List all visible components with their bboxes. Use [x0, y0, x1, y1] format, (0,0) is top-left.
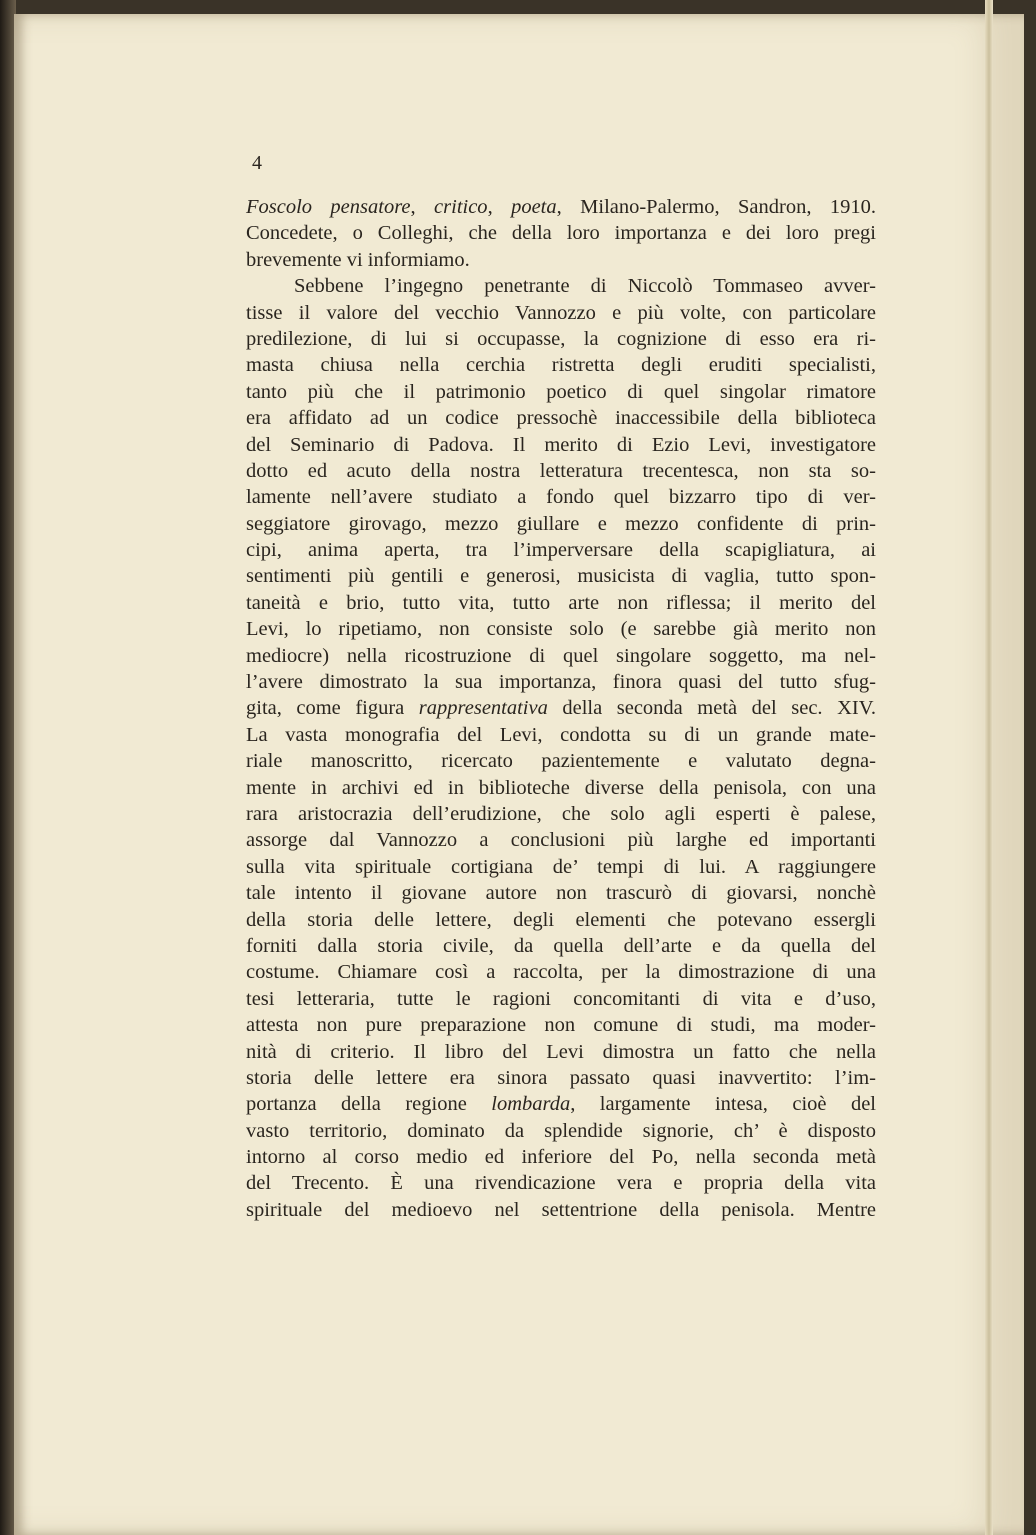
- italic-title: lombarda: [491, 1093, 571, 1116]
- text-line: [246, 1091, 876, 1117]
- text-line: [246, 643, 876, 669]
- text-segment: tisse il valore del vecchio Vannozzo e più volte, con particolare: [246, 301, 876, 324]
- text-line: [246, 194, 876, 220]
- text-segment: ,: [487, 196, 512, 218]
- text-segment: sulla vita spirituale cortigiana de’ tempi di lui. A raggiungere: [246, 855, 876, 878]
- text-line: [246, 827, 876, 853]
- text-segment: , largamente intesa, cioè del: [570, 1093, 876, 1116]
- text-segment: La vasta monografia del Levi, condotta su di un grande mate-: [246, 723, 876, 746]
- text-line: [246, 959, 876, 985]
- text-segment: ,: [410, 196, 435, 218]
- text-segment: della storia delle lettere, degli elementi che potevano essergli: [246, 908, 876, 931]
- text-line: [246, 986, 876, 1012]
- text-segment: tale intento il giovane autore non trascurò di giovarsi, nonchè: [246, 882, 876, 905]
- text-line: [246, 273, 876, 299]
- text-segment: lamente nell’avere studiato a fondo quel bizzarro tipo di ver-: [246, 486, 876, 509]
- text-line: [246, 537, 876, 563]
- text-segment: storia delle lettere era sinora passato quasi inavvertito: l’im-: [246, 1066, 876, 1089]
- text-line: [246, 695, 876, 721]
- text-segment: rara aristocrazia dell’erudizione, che solo agli esperti è palese,: [246, 802, 876, 825]
- page-gutter-right: [985, 0, 993, 1535]
- text-line: [246, 880, 876, 906]
- text-line: [246, 247, 876, 273]
- text-segment: vasto territorio, dominato da splendide signorie, ch’ è disposto: [246, 1119, 876, 1142]
- text-line: [246, 1144, 876, 1170]
- text-line: [246, 432, 876, 458]
- italic-title: critico: [434, 196, 488, 218]
- text-segment: della seconda metà del sec. XIV.: [547, 697, 876, 720]
- text-line: [246, 563, 876, 589]
- text-segment: taneità e brio, tutto vita, tutto arte non riflessa; il merito del: [246, 591, 876, 614]
- text-line: [246, 748, 876, 774]
- text-segment: forniti dalla storia civile, da quella dell’arte e da quella del: [246, 934, 876, 957]
- text-segment: tanto più che il patrimonio poetico di quel singolar rimatore: [246, 380, 876, 403]
- text-line: [246, 511, 876, 537]
- text-line: [246, 854, 876, 880]
- text-line: [246, 1170, 876, 1196]
- text-segment: intorno al corso medio ed inferiore del Po, nella seconda metà: [246, 1146, 876, 1169]
- text-line: [246, 722, 876, 748]
- text-segment: spirituale del medioevo nel settentrione della penisola. Mentre: [246, 1198, 876, 1221]
- text-line: [246, 484, 876, 510]
- text-line: [246, 379, 876, 405]
- text-segment: riale manoscritto, ricercato pazientemente e valutato degna-: [246, 750, 876, 773]
- text-segment: gita, come figura: [246, 697, 419, 720]
- text-segment: cipi, anima aperta, tra l’imperversare della scapigliatura, ai: [246, 539, 876, 562]
- text-segment: l’avere dimostrato la sua importanza, finora quasi del tutto sfug-: [246, 671, 876, 694]
- italic-title: Foscolo pensatore: [246, 196, 411, 218]
- text-line: [246, 220, 876, 246]
- text-line: [246, 1065, 876, 1091]
- text-segment: brevemente vi informiamo.: [246, 248, 470, 271]
- text-segment: portanza della regione: [246, 1093, 492, 1116]
- text-line: [246, 933, 876, 959]
- text-line: [246, 590, 876, 616]
- text-segment: dotto ed acuto della nostra letteratura trecentesca, non sta so-: [246, 459, 876, 482]
- text-line: [246, 326, 876, 352]
- page-number: 4: [252, 152, 262, 174]
- text-segment: seggiatore girovago, mezzo giullare e mezzo confidente di prin-: [246, 512, 876, 535]
- text-segment: tesi letteraria, tutte le ragioni concomitanti di vita e d’uso,: [246, 987, 876, 1010]
- text-line: [246, 458, 876, 484]
- text-line: [246, 352, 876, 378]
- text-segment: mente in archivi ed in biblioteche diverse della penisola, con una: [246, 776, 876, 799]
- text-line: [246, 405, 876, 431]
- text-line: [246, 616, 876, 642]
- text-line: [246, 907, 876, 933]
- text-line: [246, 1039, 876, 1065]
- text-segment: assorge dal Vannozzo a conclusioni più larghe ed importanti: [246, 829, 876, 852]
- text-segment: , Milano-Palermo, Sandron, 1910.: [556, 196, 876, 218]
- text-segment: predilezione, di lui si occupasse, la cognizione di esso era ri-: [246, 327, 876, 350]
- text-line: [246, 1197, 876, 1223]
- text-segment: mediocre) nella ricostruzione di quel singolare soggetto, ma nel-: [246, 644, 876, 667]
- text-segment: sentimenti più gentili e generosi, musicista di vaglia, tutto spon-: [246, 565, 876, 588]
- text-segment: Concedete, o Colleghi, che della loro importanza e dei loro pregi: [246, 222, 876, 245]
- text-segment: attesta non pure preparazione non comune di studi, ma moder-: [246, 1014, 876, 1037]
- italic-title: poeta: [511, 196, 557, 218]
- text-segment: nità di criterio. Il libro del Levi dimostra un fatto che nella: [246, 1040, 876, 1063]
- text-line: [246, 300, 876, 326]
- text-segment: costume. Chiamare così a raccolta, per la dimostrazione di una: [246, 961, 876, 984]
- text-line: [246, 801, 876, 827]
- text-line: [246, 1118, 876, 1144]
- body-text: [246, 194, 876, 1223]
- text-line: [246, 669, 876, 695]
- text-segment: del Seminario di Padova. Il merito di Ezio Levi, investigatore: [246, 433, 876, 456]
- text-segment: Sebbene l’ingegno penetrante di Niccolò Tommaseo avver-: [294, 275, 876, 298]
- text-line: [246, 1012, 876, 1038]
- text-segment: masta chiusa nella cerchia ristretta degli eruditi specialisti,: [246, 354, 876, 377]
- text-segment: era affidato ad un codice pressochè inaccessibile della biblioteca: [246, 407, 876, 430]
- text-line: [246, 775, 876, 801]
- italic-title: rappresentativa: [418, 697, 548, 720]
- text-segment: del Trecento. È una rivendicazione vera e propria della vita: [246, 1172, 876, 1195]
- text-segment: Levi, lo ripetiamo, non consiste solo (e sarebbe già merito non: [246, 618, 876, 641]
